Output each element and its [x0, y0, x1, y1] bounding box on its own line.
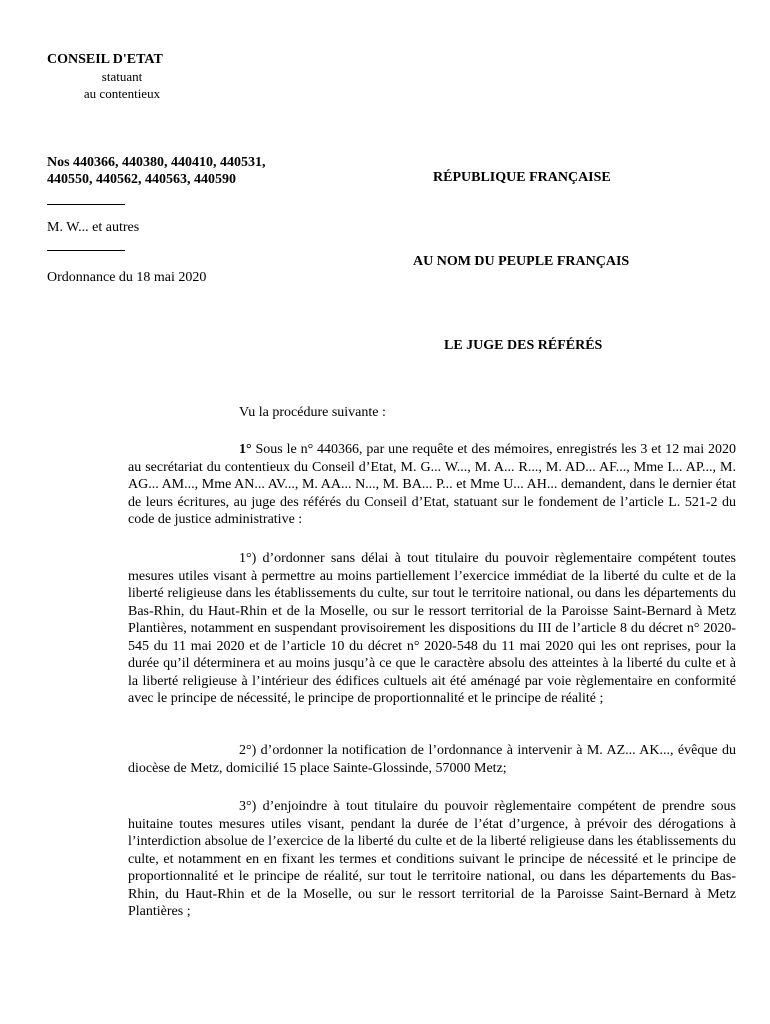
divider-2 [47, 250, 125, 251]
ordonnance-date: Ordonnance du 18 mai 2020 [47, 270, 207, 285]
case-numbers-line-1: Nos 440366, 440380, 440410, 440531, [47, 155, 266, 170]
court-line-1: statuant [101, 69, 143, 84]
divider-1 [47, 204, 125, 205]
paragraph-3: 2°) d’ordonner la notification de l’ordonnance à intervenir à M. AZ... AK..., évêque du diocèse de Metz, domicilié 15 place Sainte-Glossinde, 57000 Metz; [128, 743, 736, 776]
republic-heading: RÉPUBLIQUE FRANÇAISE [433, 170, 611, 185]
judge-heading: LE JUGE DES RÉFÉRÉS [444, 338, 603, 353]
paragraph-1-text: Sous le n° 440366, par une requête et des mémoires, enregistrés les 3 et 12 mai 2020 au secrétariat du contentieux du Conseil d’Etat, M. G... W..., M. A... R..., M. AD... AF..., Mme I... AP..., M. AG... AM..., Mme AN... AV..., M. AA... N..., M. BA... P... et Mme U... AH... demandent, dans le dernier état de leurs écritures, au juge des référés du Conseil d’Etat, statuant sur le fondement de l’article L. 521-2 du code de justice administrative : [128, 442, 736, 527]
people-heading: AU NOM DU PEUPLE FRANÇAIS [413, 254, 630, 269]
intro-paragraph: Vu la procédure suivante : [239, 405, 386, 420]
paragraph-2: 1°) d’ordonner sans délai à tout titulaire du pouvoir règlementaire compétent toutes mesures utiles visant à permettre au moins partiellement l’exercice immédiat de la liberté du culte et de la liberté religieuse dans les établissements du culte, sur tout le territoire national, ou dans les départements du Bas-Rhin, du Haut-Rhin et de la Moselle, ou sur le ressort territorial de la Paroisse Saint-Bernard à Metz Plantières, notamment en suspendant provisoirement les dispositions du III de l’article 8 du décret n° 2020-545 du 11 mai 2020 et de l’article 10 du décret n° 2020-548 du 11 mai 2020 qui les ont reprises, pour la durée qu’il déterminera et au moins jusqu’à ce que le caractère absolu des atteintes à la liberté du culte et à la liberté religieuse à l’intérieur des édifices cultuels ait été aménagé par voie règlementaire en conformité avec le principe de nécessité, le principe de proportionnalité et le principe de réalité ; [128, 551, 736, 706]
paragraph-1-number: 1° [239, 442, 252, 457]
case-numbers-line-2: 440550, 440562, 440563, 440590 [47, 172, 236, 187]
case-numbers [47, 154, 347, 188]
court-heading [47, 52, 247, 102]
parties: M. W... et autres [47, 220, 140, 235]
paragraph-1 [128, 441, 736, 529]
court-name: CONSEIL D'ETAT [47, 52, 163, 67]
paragraph-4: 3°) d’enjoindre à tout titulaire du pouvoir règlementaire compétent de prendre sous huitaine toutes mesures utiles visant, pendant la durée de l’état d’urgence, à prévoir des dérogations à l’interdiction absolue de l’exercice de la liberté du culte et de la liberté religieuse dans les établissements du culte, et notamment en en fixant les termes et conditions suivant le principe de nécessité et le principe de proportionnalité et le principe de réalité, sur tout le territoire national, ou dans les départements du Bas-Rhin, du Haut-Rhin et de la Moselle, ou sur le ressort territorial de la Paroisse Saint-Bernard à Metz Plantières ; [128, 799, 736, 919]
court-line-2: au contentieux [83, 86, 161, 101]
